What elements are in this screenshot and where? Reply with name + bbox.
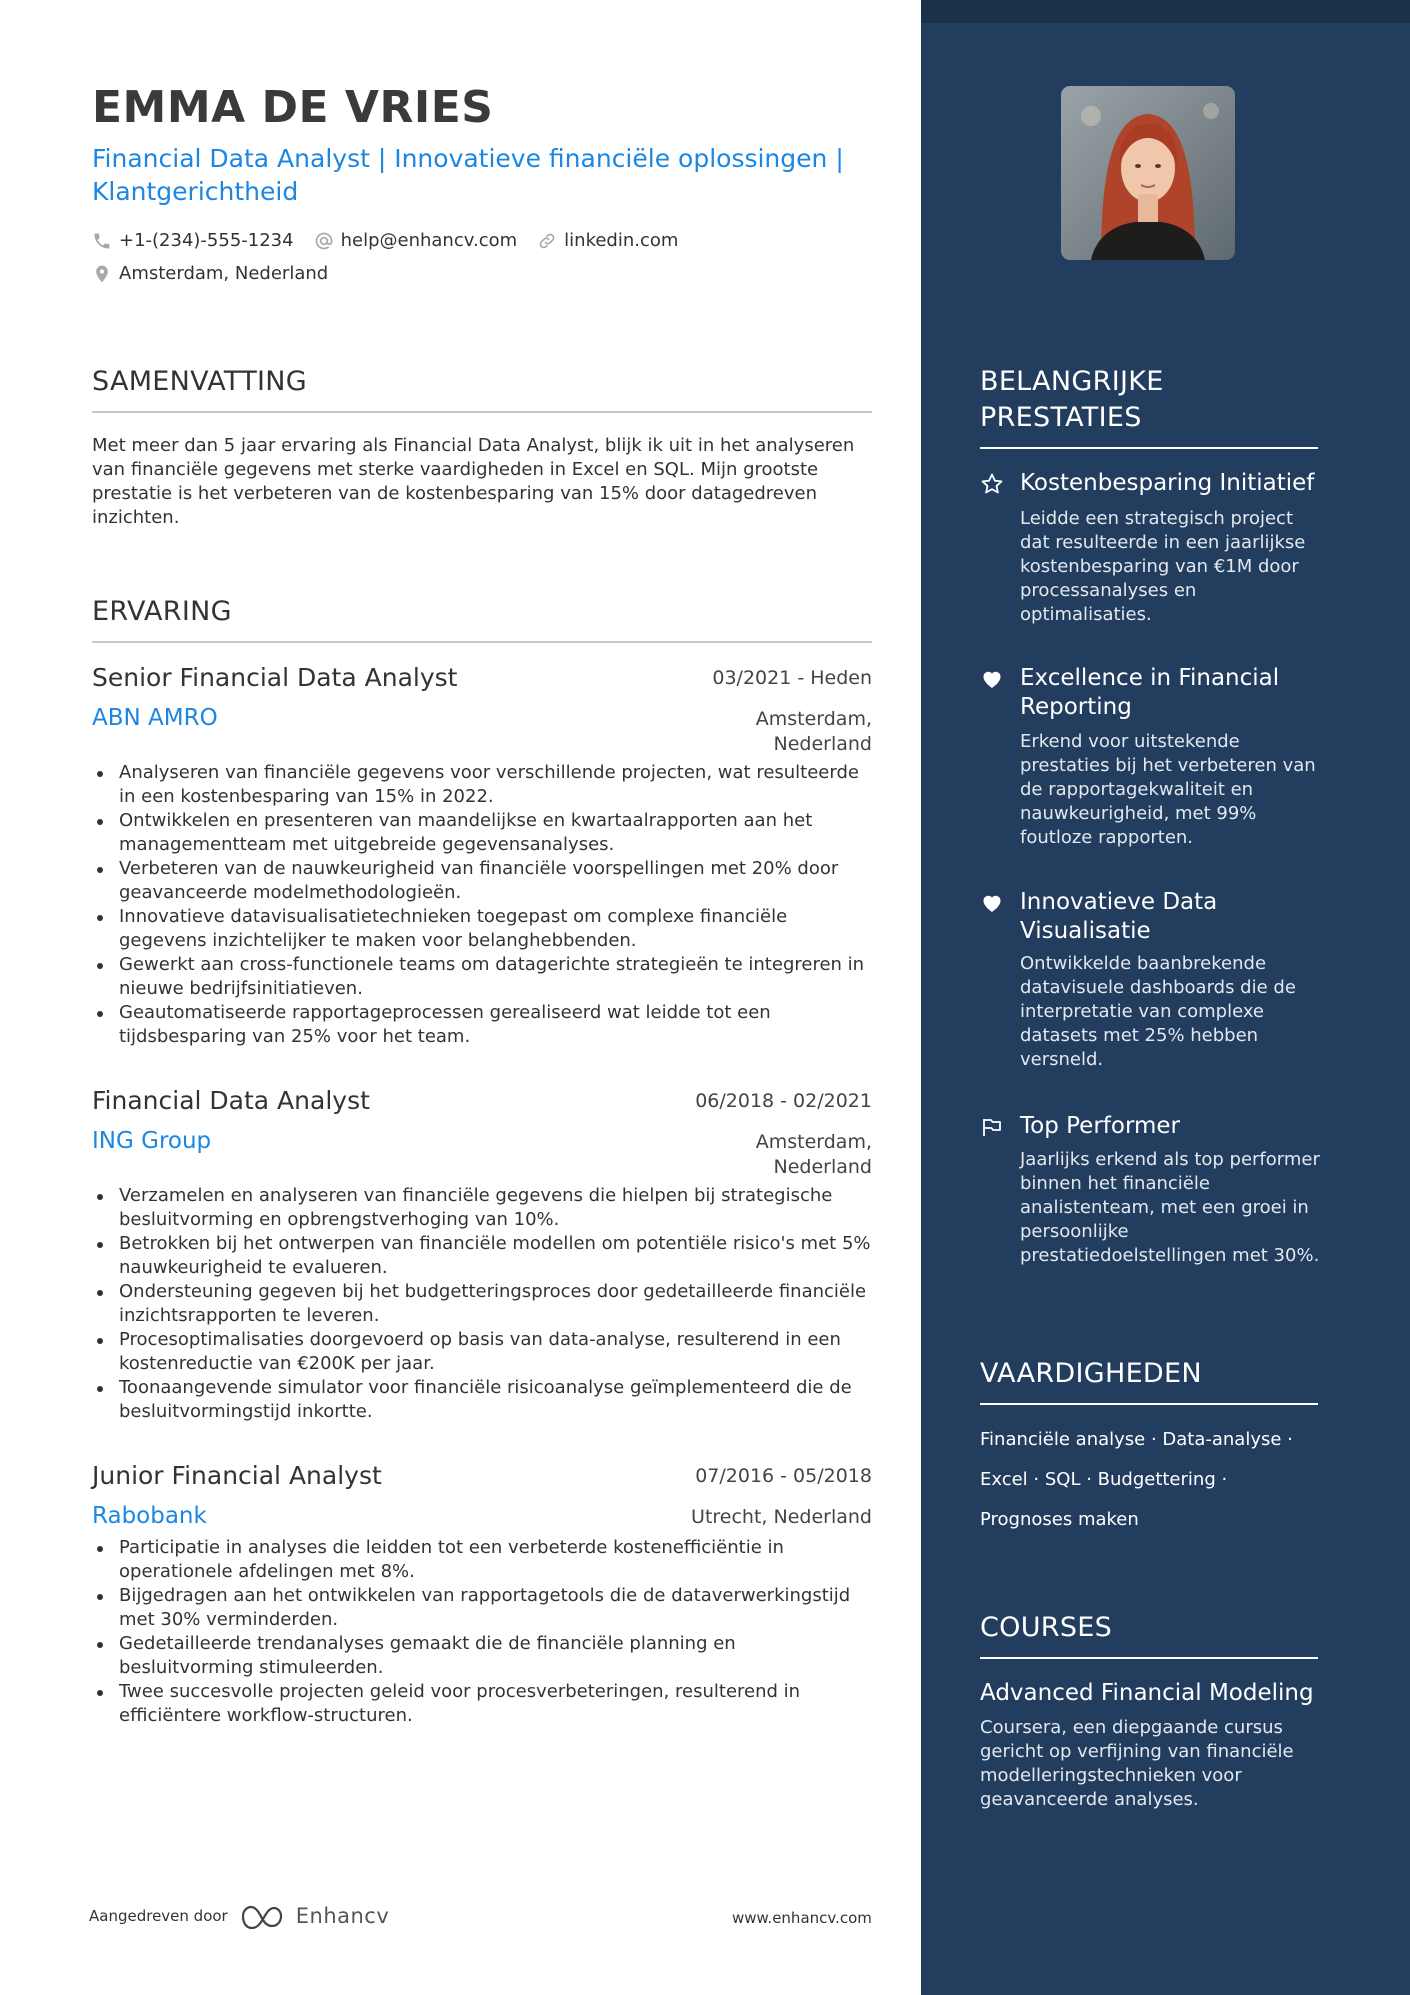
footer-branding: [89, 1903, 389, 1929]
job-title: Senior Financial Data Analyst: [92, 663, 458, 692]
summary-text: Met meer dan 5 jaar ervaring als Financial Data Analyst, blijk ik uit in het analyseren van financiële gegevens met sterke vaardigheden in Excel en SQL. Mijn grootste prestatie is het verbeteren van de kostenbesparing van 15% door datagedreven inzichten.: [92, 435, 855, 528]
phone-contact[interactable]: [92, 230, 294, 251]
achievement-title: Innovatieve Data Visualisatie: [1020, 889, 1218, 944]
skills-list: [980, 1420, 1318, 1540]
bullet-item: Ontwikkelen en presenteren van maandelijkse en kwartaalrapporten aan het managementteam met uitgebreide gegevensanalyses.: [92, 809, 872, 857]
job-title: Financial Data Analyst: [92, 1086, 370, 1115]
contact-row-1: [92, 230, 698, 251]
achievement-title: Excellence in Financial Reporting: [1020, 665, 1280, 720]
bullet-item: Betrokken bij het ontwerpen van financiële modellen om potentiële risico's met 5% nauwkeurigheid te evalueren.: [92, 1232, 872, 1280]
skills-divider: [980, 1403, 1318, 1405]
course-title: Advanced Financial Modeling: [980, 1680, 1314, 1706]
job-dates: 03/2021 - Heden: [712, 667, 872, 689]
at-icon: [314, 231, 334, 251]
achievement-description: Erkend voor uitstekende prestaties bij het verbeteren van de rapportagekwaliteit en nauwkeurigheid, met 99% foutloze rapporten.: [1020, 731, 1316, 848]
phone-text: +1-(234)-555-1234: [119, 230, 294, 251]
job-bullets: [92, 1536, 872, 1728]
job-company[interactable]: ING Group: [92, 1128, 212, 1154]
location-contact: [92, 263, 328, 284]
job-dates: 06/2018 - 02/2021: [695, 1090, 872, 1112]
flag-icon: [980, 1115, 1004, 1139]
heart-icon: [980, 667, 1004, 691]
linkedin-text: linkedin.com: [564, 230, 679, 251]
link-icon: [537, 231, 557, 251]
location-pin-icon: [92, 264, 112, 284]
bullet-item: Verbeteren van de nauwkeurigheid van financiële voorspellingen met 20% door geavanceerde modelmethodologieën.: [92, 857, 872, 905]
job-company[interactable]: Rabobank: [92, 1503, 207, 1529]
job-location-line1: Amsterdam,: [755, 708, 872, 730]
summary-heading: SAMENVATTING: [92, 366, 307, 397]
courses-divider: [980, 1657, 1318, 1659]
profile-photo-illustration: [1061, 86, 1235, 260]
job-bullets: [92, 1184, 872, 1424]
bullet-item: Gedetailleerde trendanalyses gemaakt die de financiële planning en besluitvorming stimuleerden.: [92, 1632, 872, 1680]
bullet-item: Geautomatiseerde rapportageprocessen gerealiseerd wat leidde tot een tijdsbesparing van 25% voor het team.: [92, 1001, 872, 1049]
achievements-heading: [980, 364, 1164, 436]
job-title: Junior Financial Analyst: [92, 1461, 382, 1490]
bullet-item: Participatie in analyses die leidden tot een verbeterde kostenefficiëntie in operationele afdelingen met 8%.: [92, 1536, 872, 1584]
job-location: [756, 707, 872, 757]
bullet-item: Twee succesvolle projecten geleid voor procesverbeteringen, resulterend in efficiëntere workflow-structuren.: [92, 1680, 872, 1728]
achievements-heading-line2: PRESTATIES: [980, 402, 1142, 433]
bullet-item: Innovatieve datavisualisatietechnieken toegepast om complexe financiële gegevens inzichtelijker te maken voor belanghebbenden.: [92, 905, 872, 953]
bullet-item: Bijgedragen aan het ontwikkelen van rapportagetools die de dataverwerkingstijd met 30% verminderden.: [92, 1584, 872, 1632]
achievement-description: Leidde een strategisch project dat resulteerde in een jaarlijkse kostenbesparing van €1M door processanalyses en optimalisaties.: [1020, 508, 1306, 625]
achievement-description: Ontwikkelde baanbrekende datavisuele dashboards die de interpretatie van complexe datasets met 25% hebben versneld.: [1020, 953, 1296, 1070]
job-dates: 07/2016 - 05/2018: [695, 1465, 872, 1487]
achievements-heading-line1: BELANGRIJKE: [980, 366, 1164, 397]
job-location: [691, 1505, 872, 1530]
achievement-title: Kostenbesparing Initiatief: [1020, 470, 1315, 496]
skills-heading: VAARDIGHEDEN: [980, 1358, 1202, 1389]
job-location: [756, 1130, 872, 1180]
course-description: Coursera, een diepgaande cursus gericht op verfijning van financiële modelleringstechnieken voor geavanceerde analyses.: [980, 1717, 1294, 1810]
achievements-divider: [980, 447, 1318, 449]
brand-name[interactable]: Enhancv: [295, 1904, 390, 1928]
job-company[interactable]: ABN AMRO: [92, 705, 218, 731]
star-icon: [980, 472, 1004, 496]
enhancv-logo-icon: [240, 1903, 286, 1929]
bullet-item: Ondersteuning gegeven bij het budgetteringsproces door gedetailleerde financiële inzichtsrapporten te leveren.: [92, 1280, 872, 1328]
courses-heading: COURSES: [980, 1612, 1113, 1643]
skills-line: Prognoses maken: [980, 1509, 1139, 1530]
bullet-item: Analyseren van financiële gegevens voor verschillende projecten, wat resulteerde in een kostenbesparing van 15% in 2022.: [92, 761, 872, 809]
job-location-line2: Nederland: [773, 1156, 872, 1178]
location-text: Amsterdam, Nederland: [119, 263, 329, 284]
linkedin-contact[interactable]: [537, 230, 678, 251]
sidebar-top-band: [921, 0, 1410, 23]
job-bullets: [92, 761, 872, 1049]
job-location-line1: Amsterdam,: [755, 1131, 872, 1153]
footer-website[interactable]: www.enhancv.com: [732, 1909, 872, 1927]
candidate-name: EMMA DE VRIES: [92, 82, 494, 133]
experience-heading: ERVARING: [92, 596, 232, 627]
skills-line: Excel · SQL · Budgettering ·: [980, 1469, 1228, 1490]
contact-row-2: [92, 263, 348, 284]
job-location-line1: Utrecht, Nederland: [691, 1506, 872, 1528]
job-location-line2: Nederland: [773, 733, 872, 755]
profile-photo: [1061, 86, 1235, 260]
phone-icon: [92, 231, 112, 251]
heart-icon: [980, 891, 1004, 915]
email-text: help@enhancv.com: [340, 230, 518, 251]
powered-by-text: Aangedreven door: [89, 1907, 228, 1925]
summary-divider: [92, 411, 872, 413]
achievement-title: Top Performer: [1020, 1113, 1181, 1139]
achievement-description: Jaarlijks erkend als top performer binnen het financiële analistenteam, met een groei in persoonlijke prestatiedoelstellingen met 30%.: [1020, 1149, 1320, 1266]
experience-divider: [92, 641, 872, 643]
bullet-item: Gewerkt aan cross-functionele teams om datagerichte strategieën te integreren in nieuwe bedrijfsinitiatieven.: [92, 953, 872, 1001]
email-contact[interactable]: [314, 230, 518, 251]
bullet-item: Verzamelen en analyseren van financiële gegevens die hielpen bij strategische besluitvorming en opbrengstverhoging van 10%.: [92, 1184, 872, 1232]
bullet-item: Toonaangevende simulator voor financiële risicoanalyse geïmplementeerd die de besluitvormingstijd inkortte.: [92, 1376, 872, 1424]
skills-line: Financiële analyse · Data-analyse ·: [980, 1429, 1293, 1450]
candidate-headline: Financial Data Analyst | Innovatieve financiële oplossingen | Klantgerichtheid: [92, 144, 844, 206]
bullet-item: Procesoptimalisaties doorgevoerd op basis van data-analyse, resulterend in een kostenreductie van €200K per jaar.: [92, 1328, 872, 1376]
